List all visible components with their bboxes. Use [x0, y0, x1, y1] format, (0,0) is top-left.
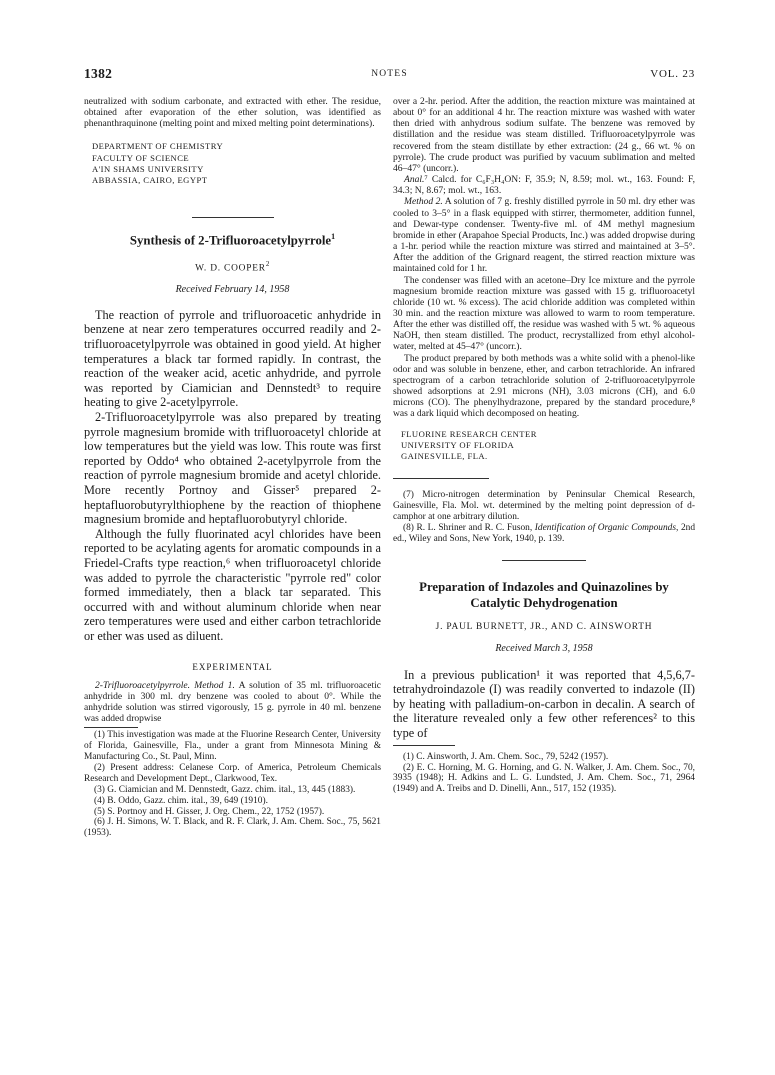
footnote: (3) G. Ciamician and M. Dennstedt, Gazz. chim. ital., 13, 445 (1883). — [94, 784, 356, 795]
experimental-paragraph: Method 2. A solution of 7 g. freshly distilled pyrrole in 50 ml. dry ether was cooled to 3–5° in a flask equipped with stirrer, thermometer, addition funnel, and Dewar-type condenser. Twenty-five ml. of 4M methyl magnesium bromide in ether (Arapahoe Special Products, Inc.) was added dropwise during a 1-hr. period while the reaction mixture was stirred and maintained at 3–5°. After the addition of the Grignard reagent, the stirred reaction mixture was maintained cold for 1 hr. — [393, 196, 695, 275]
article-title: Preparation of Indazoles and Quinazolines by Catalytic Dehydrogenation — [419, 579, 669, 610]
page-number: 1382 — [84, 66, 113, 81]
footnote: (7) Micro-nitrogen determination by Peninsular Chemical Research, Gainesville, Fla. Mol. wt. determined by the melting point depression of d-camphor at one arbitrary dilution. — [393, 490, 695, 522]
footnote-divider — [393, 478, 489, 479]
footnote: (1) C. Ainsworth, J. Am. Chem. Soc., 79, 5242 (1957). — [403, 751, 609, 762]
affiliation-address — [393, 429, 695, 463]
article-author: W. D. COOPER$^2$ — [195, 259, 270, 273]
footnote: (2) E. C. Horning, M. G. Horning, and G. N. Walker, J. Am. Chem. Soc., 70, 3935 (1948); H. Adkins and L. G. Lundsted, J. Am. Chem. Soc., 71, 2964 (1949) and A. Treibs and D. Dinelli, Ann., 517, 152 (1935). — [393, 762, 695, 795]
address-line: ABBASSIA, CAIRO, EGYPT — [92, 175, 208, 186]
experimental-paragraph: over a 2-hr. period. After the addition, the reaction mixture was maintained at about 0° for an additional 4 hr. The reaction mixture was washed with water then dried with anhydrous sodium sulfate. The benzene was removed by distillation and the residue was steam distilled. Trifluoroacetylpyrrole was recovered from the steam distillate by ether extraction: (24 g., 66 wt. % on pyrrole). The crude product was purified by vacuum sublimation and melted 46–47° (uncorr.). — [393, 96, 695, 174]
section-heading: EXPERIMENTAL — [192, 661, 273, 672]
footnote-divider — [84, 727, 138, 728]
footnote: (4) B. Oddo, Gazz. chim. ital., 39, 649 (1910). — [94, 795, 268, 806]
divider — [502, 560, 586, 561]
article-title: Synthesis of 2-Trifluoroacetylpyrrole$^1$ — [129, 232, 336, 248]
left-column — [84, 96, 381, 839]
footnote: (5) S. Portnoy and H. Gisser, J. Org. Chem., 22, 1752 (1957). — [94, 806, 325, 817]
affiliation-address — [84, 141, 381, 186]
body-paragraph: 2-Trifluoroacetylpyrrole was also prepared by treating pyrrole magnesium bromide with trifluoroacetyl chloride at low temperatures but the yield was low. This route was first reported by Oddo⁴ who obtained 2-acetylpyrrole from the reaction of pyrrole magnesium bromide and acetyl chloride. More recently Portnoy and Gisser⁵ prepared 2-heptafluorobutyrylthiophene by the reaction of thiophene magnesium bromide and heptafluorobutyryl chloride. — [84, 410, 381, 527]
footnote: (8) R. L. Shriner and R. C. Fuson, Identification of Organic Compounds, 2nd ed., Wiley and Sons, New York, 1940, p. 139. — [393, 522, 696, 544]
section-title: NOTES — [371, 69, 408, 79]
experimental-paragraph: The product prepared by both methods was a white solid with a phenol-like odor and was soluble in benzene, ether, and carbon tetrachloride. An infrared spectrogram of a carbon tetrachloride solution of 2-trifluoroacetylpyrrole showed adsorptions at 2.91 microns (NH), 3.03 microns (CH), and 6.0 microns (CO). The phenylhydrazone, prepared by the standard procedure,⁸ was a dark liquid which decomposed on heating. — [393, 352, 695, 420]
address-line: GAINESVILLE, FLA. — [401, 450, 488, 461]
experimental-paragraph: The condenser was filled with an acetone–Dry Ice mixture and the pyrrole magnesium bromide reaction mixture was gassed with 15 g. trifluoroacetyl chloride (10 wt. % excess). The acid chloride addition was completed within 30 min. and the reaction mixture was allowed to warm to room temperature. After the ether was distilled off, the residue was washed with 5 wt. % aqueous NaOH, then steam distilled. The product, recrystallized from ethyl alcohol-water, melted at 45–47° (uncorr.). — [393, 274, 695, 353]
received-date: Received March 3, 1958 — [495, 642, 593, 654]
footnote: (6) J. H. Simons, W. T. Black, and R. F. Clark, J. Am. Chem. Soc., 75, 5621 (1953). — [84, 817, 381, 839]
article-authors: J. PAUL BURNETT, JR., AND C. AINSWORTH — [435, 621, 653, 632]
analysis-line: Anal.⁷ Calcd. for C₆F₃H₄ON: F, 35.9; N, 8.59; mol. wt., 163. Found: F, 34.3; N, 8.67; mol. wt., 163. — [393, 174, 695, 197]
paragraph-continued: neutralized with sodium carbonate, and extracted with ether. The residue, obtained after evaporation of the ether solution, was identified as phenanthraquinone (melting point and mixed melting point determinations). — [84, 96, 381, 130]
experimental-paragraph: 2-Trifluoroacetylpyrrole. Method 1. A solution of 35 ml. trifluoroacetic anhydride in 300 ml. dry benzene was cooled to about 0°. While the anhydride solution was stirred vigorously, 15 g. pyrrole in 40 ml. benzene was added dropwise — [84, 679, 381, 724]
footnote: (1) This investigation was made at the Fluorine Research Center, University of Florida, Gainesville, Fla., under a grant from Minnesota Mining & Manufacturing Co., St. Paul, Minn. — [84, 730, 381, 762]
running-header — [84, 66, 695, 84]
address-line: FACULTY OF SCIENCE — [92, 152, 190, 163]
divider — [192, 217, 274, 218]
address-line: DEPARTMENT OF CHEMISTRY — [92, 141, 224, 152]
footnote: (2) Present address: Celanese Corp. of America, Petroleum Chemicals Research and Development Dept., Clarkwood, Tex. — [84, 762, 381, 784]
address-line: A'IN SHAMS UNIVERSITY — [92, 163, 204, 174]
footnote-divider — [393, 745, 455, 746]
address-line: UNIVERSITY OF FLORIDA — [401, 439, 515, 450]
body-paragraph: In a previous publication¹ it was reported that 4,5,6,7-tetrahydroindazole (I) was readily converted to indazole (II) by heating with palladium-on-carbon in decalin. A search of the literature revealed only a few other references² to this type of — [393, 667, 695, 741]
address-line: FLUORINE RESEARCH CENTER — [401, 428, 537, 439]
body-paragraph: The reaction of pyrrole and trifluoroacetic anhydride in benzene at near zero temperatures occurred readily and 2-trifluoroacetylpyrrole was obtained in good yield. At higher temperatures a black tar formed rapidly. In contrast, the reaction of the weaker acid, acetic anhydride, and pyrrole was reported by Ciamician and Dennstedt³ to require heating to give 2-acetylpyrrole. — [84, 307, 381, 410]
right-column — [393, 96, 695, 795]
received-date: Received February 14, 1958 — [175, 283, 290, 295]
body-paragraph: Although the fully fluorinated acyl chlorides have been reported to be acylating agents for aromatic compounds in a Friedel-Crafts type reaction,⁶ when trifluoroacetyl chloride was added to pyrrole the characteristic "pyrrole red" color formed immediately, then a black tar separated. This occurred with and without aluminum chloride when near zero temperatures were used and either carbon tetrachloride or ether was used as diluent. — [84, 526, 381, 643]
volume-label: VOL. 23 — [650, 68, 695, 80]
